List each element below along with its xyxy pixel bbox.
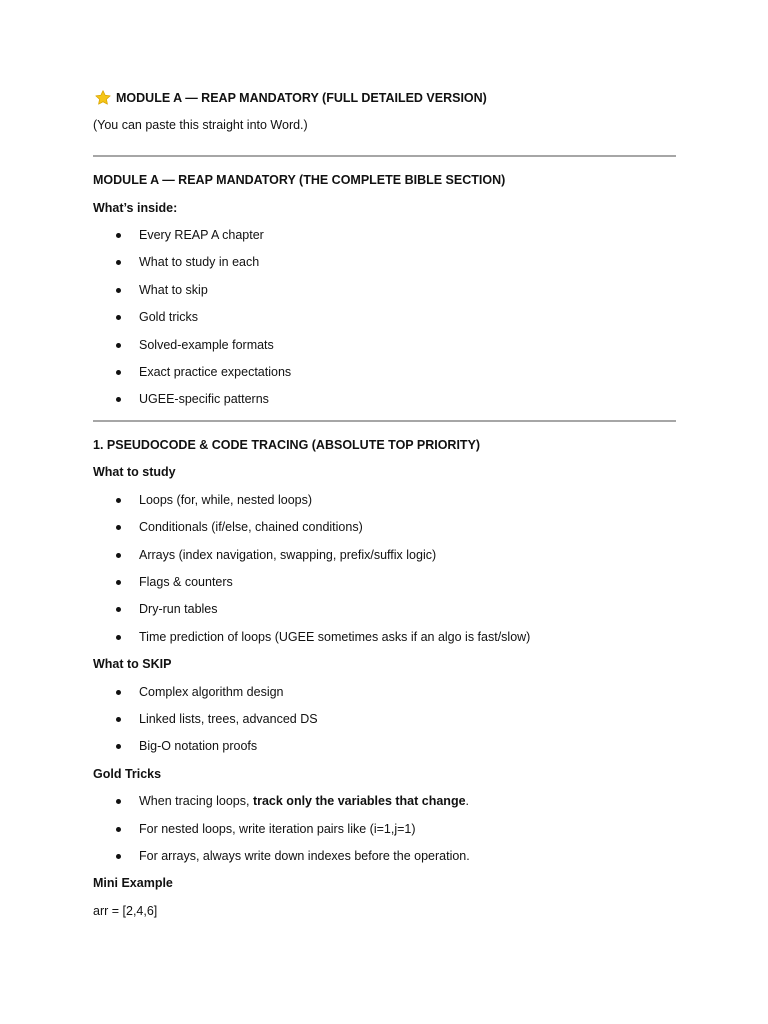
gold-tricks-list: [93, 792, 676, 874]
bullet-icon: [116, 370, 121, 375]
bullet-icon: [116, 315, 121, 320]
list-item: Solved-example formats: [93, 336, 676, 363]
paste-note: (You can paste this straight into Word.): [93, 118, 308, 132]
bullet-icon: [116, 260, 121, 265]
bullet-icon: [116, 607, 121, 612]
list-item: Linked lists, trees, advanced DS: [93, 710, 676, 737]
section-1-heading: 1. PSEUDOCODE & CODE TRACING (ABSOLUTE TOP PRIORITY): [93, 437, 481, 452]
whats-inside-heading: What’s inside:: [93, 200, 178, 215]
what-to-study-list: [93, 491, 676, 655]
bullet-icon: [116, 799, 121, 804]
bullet-icon: [116, 397, 121, 402]
trick-text: .: [465, 794, 470, 809]
gold-tricks-heading: Gold Tricks: [93, 766, 162, 781]
bullet-icon: [116, 690, 121, 695]
list-item: Complex algorithm design: [93, 683, 676, 710]
what-to-skip-heading: What to SKIP: [93, 657, 172, 672]
list-item: [93, 792, 676, 819]
bullet-icon: [116, 854, 121, 859]
module-title-row: [93, 88, 676, 108]
list-item: UGEE-specific patterns: [93, 390, 676, 417]
trick-text: When tracing loops,: [139, 794, 253, 809]
bullet-icon: [116, 525, 121, 530]
list-item: Every REAP A chapter: [93, 226, 676, 253]
document-page: [93, 88, 676, 920]
bullet-icon: [116, 827, 121, 832]
list-item: Loops (for, while, nested loops): [93, 491, 676, 518]
list-item: Time prediction of loops (UGEE sometimes asks if an algo is fast/slow): [93, 628, 676, 655]
list-item: Gold tricks: [93, 308, 676, 335]
module-title: MODULE A — REAP MANDATORY (FULL DETAILED VERSION): [116, 91, 487, 105]
bullet-icon: [116, 233, 121, 238]
bullet-icon: [116, 580, 121, 585]
what-to-study-heading: What to study: [93, 465, 176, 480]
list-item: What to skip: [93, 281, 676, 308]
bullet-icon: [116, 553, 121, 558]
section-a-heading: MODULE A — REAP MANDATORY (THE COMPLETE BIBLE SECTION): [93, 173, 506, 187]
list-item: Exact practice expectations: [93, 363, 676, 390]
mini-example-heading: Mini Example: [93, 876, 173, 891]
bullet-icon: [116, 288, 121, 293]
example-code-line: arr = [2,4,6]: [93, 903, 158, 918]
list-item: Arrays (index navigation, swapping, prefix/suffix logic): [93, 546, 676, 573]
bullet-icon: [116, 744, 121, 749]
list-item: What to study in each: [93, 253, 676, 280]
bullet-icon: [116, 717, 121, 722]
list-item: Big-O notation proofs: [93, 737, 676, 764]
list-item: For arrays, always write down indexes before the operation.: [93, 847, 676, 874]
list-item: Conditionals (if/else, chained conditions): [93, 518, 676, 545]
list-item: Flags & counters: [93, 573, 676, 600]
trick-emphasis: track only the variables that change: [252, 794, 466, 809]
list-item: For nested loops, write iteration pairs like (i=1,j=1): [93, 820, 676, 847]
list-item: Dry-run tables: [93, 600, 676, 627]
bullet-icon: [116, 343, 121, 348]
whats-inside-list: [93, 226, 676, 418]
bullet-icon: [116, 635, 121, 640]
bullet-icon: [116, 498, 121, 503]
what-to-skip-list: [93, 683, 676, 765]
star-icon: [94, 89, 112, 107]
